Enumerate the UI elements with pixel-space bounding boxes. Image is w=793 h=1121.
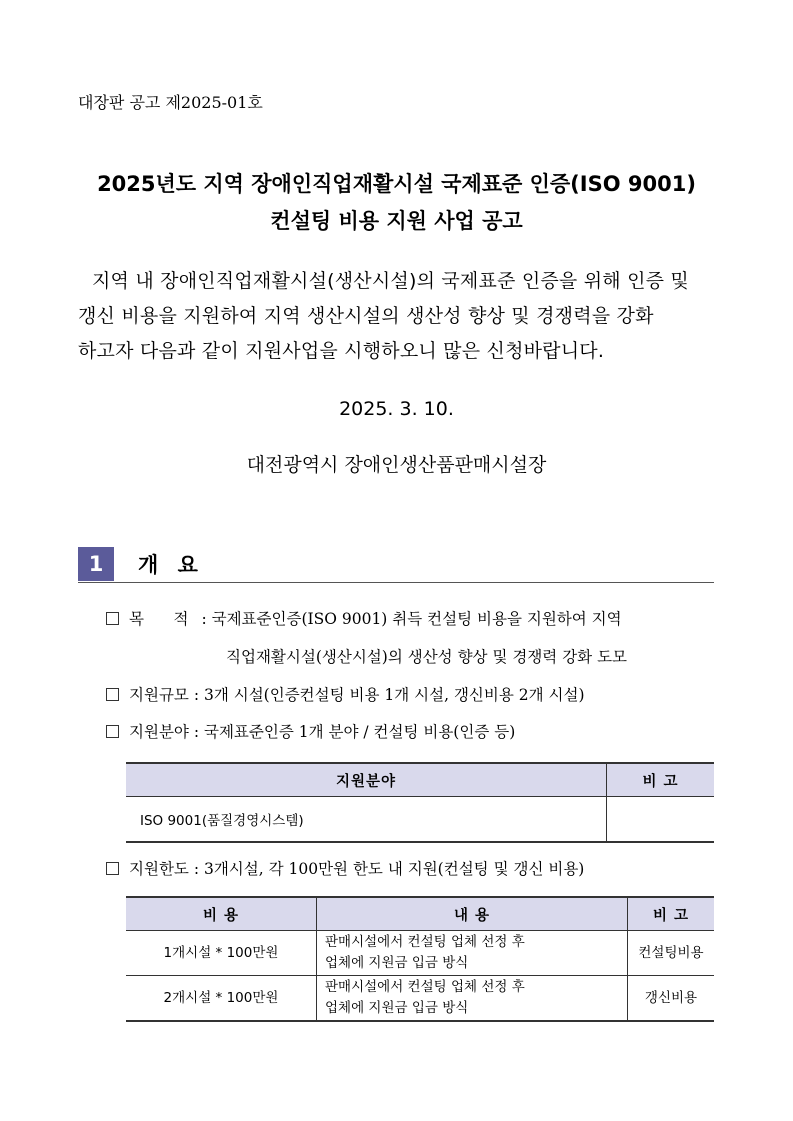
item-limit-text: 지원한도 : 3개시설, 각 100만원 한도 내 지원(컨설팅 및 갱신 비용)	[129, 860, 585, 878]
table-cell: ISO 9001(품질경영시스템)	[126, 797, 607, 843]
table-cell-note: 갱신비용	[628, 976, 715, 1022]
table-header: 지원분야	[126, 763, 607, 797]
desc-line: 업체에 지원금 입금 방식	[325, 1000, 469, 1016]
table-cell-desc	[317, 931, 628, 976]
table-header: 비 고	[628, 897, 715, 931]
item-field	[106, 720, 515, 742]
table-cell	[607, 797, 715, 843]
intro-line1: 지역 내 장애인직업재활시설(생산시설)의 국제표준 인증을 위해 인증 및	[92, 270, 689, 292]
checkbox-icon	[106, 862, 119, 875]
table-cell-desc	[317, 976, 628, 1022]
item-scale-text: 지원규모 : 3개 시설(인증컨설팅 비용 1개 시설, 갱신비용 2개 시설)	[129, 686, 585, 704]
checkbox-icon	[106, 688, 119, 701]
support-field-table	[126, 762, 714, 843]
table-row	[126, 931, 714, 976]
page-title-line1: 2025년도 지역 장애인직업재활시설 국제표준 인증(ISO 9001)	[97, 172, 696, 196]
section-divider	[78, 582, 714, 583]
desc-line: 판매시설에서 컨설팅 업체 선정 후	[325, 934, 525, 950]
intro-line3: 하고자 다음과 같이 지원사업을 시행하오니 많은 신청바랍니다.	[78, 340, 605, 362]
table-row	[126, 797, 714, 843]
checkbox-icon	[106, 612, 119, 625]
table-header: 비 고	[607, 763, 715, 797]
notice-number: 대장판 공고 제2025-01호	[78, 93, 263, 112]
table-row	[126, 976, 714, 1022]
table-cell-note: 컨설팅비용	[628, 931, 715, 976]
table-header: 내 용	[317, 897, 628, 931]
intro-line2: 갱신 비용을 지원하여 지역 생산시설의 생산성 향상 및 경쟁력을 강화	[78, 305, 654, 327]
page-title-line2: 컨설팅 비용 지원 사업 공고	[270, 209, 523, 233]
section-number-badge: 1	[78, 547, 114, 581]
section-title: 개 요	[138, 553, 204, 577]
table-cell-cost: 2개시설 * 100만원	[126, 976, 317, 1022]
desc-line: 판매시설에서 컨설팅 업체 선정 후	[325, 979, 525, 995]
table-header: 비 용	[126, 897, 317, 931]
table-cell-cost: 1개시설 * 100만원	[126, 931, 317, 976]
item-purpose-text: : 국제표준인증(ISO 9001) 취득 컨설팅 비용을 지원하여 지역	[201, 610, 622, 628]
item-purpose-line2: 직업재활시설(생산시설)의 생산성 향상 및 경쟁력 강화 도모	[226, 648, 628, 666]
support-cost-table	[126, 896, 714, 1022]
organization-name: 대전광역시 장애인생산품판매시설장	[246, 454, 547, 476]
desc-line: 업체에 지원금 입금 방식	[325, 955, 469, 971]
item-purpose	[106, 607, 622, 629]
table-header-row	[126, 897, 714, 931]
item-field-text: 지원분야 : 국제표준인증 1개 분야 / 컨설팅 비용(인증 등)	[129, 723, 516, 741]
item-limit	[106, 857, 584, 879]
item-purpose-label: 목 적	[129, 610, 189, 628]
announcement-date: 2025. 3. 10.	[339, 398, 454, 420]
checkbox-icon	[106, 725, 119, 738]
item-scale	[106, 683, 585, 705]
table-header-row	[126, 763, 714, 797]
